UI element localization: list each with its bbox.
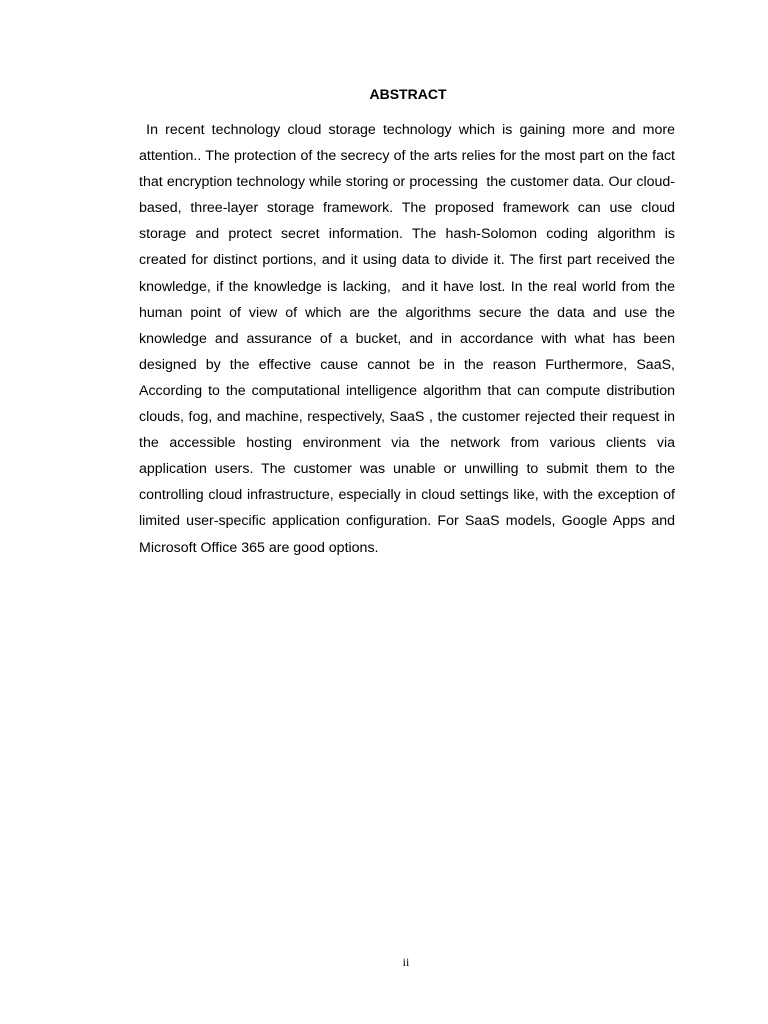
abstract-paragraph: In recent technology cloud storage technology which is gaining more and more attention.. The protection of the secrecy of the arts relies for the most part on the fact that encryption technology while storing or processing the customer data. Our cloud-based, three-layer storage framework. The proposed framework can use cloud storage and protect secret information. The hash-Solomon coding algorithm is created for distinct portions, and it using data to divide it. The first part received the knowledge, if the knowledge is lacking, and it have lost. In the real world from the human point of view of which are the algorithms secure the data and use the knowledge and assurance of a bucket, and in accordance with what has been designed by the effective cause cannot be in the reason Furthermore, SaaS, According to the computational intelligence algorithm that can compute distribution clouds, fog, and machine, respectively, SaaS , the customer rejected their request in the accessible hosting environment via the network from various clients via application users. The customer was unable or unwilling to submit them to the controlling cloud infrastructure, especially in cloud settings like, with the exception of limited user-specific application configuration. For SaaS models, Google Apps and Microsoft Office 365 are good options. [139, 122, 679, 556]
page-number: ii [402, 955, 410, 969]
abstract-heading: ABSTRACT [369, 86, 447, 102]
